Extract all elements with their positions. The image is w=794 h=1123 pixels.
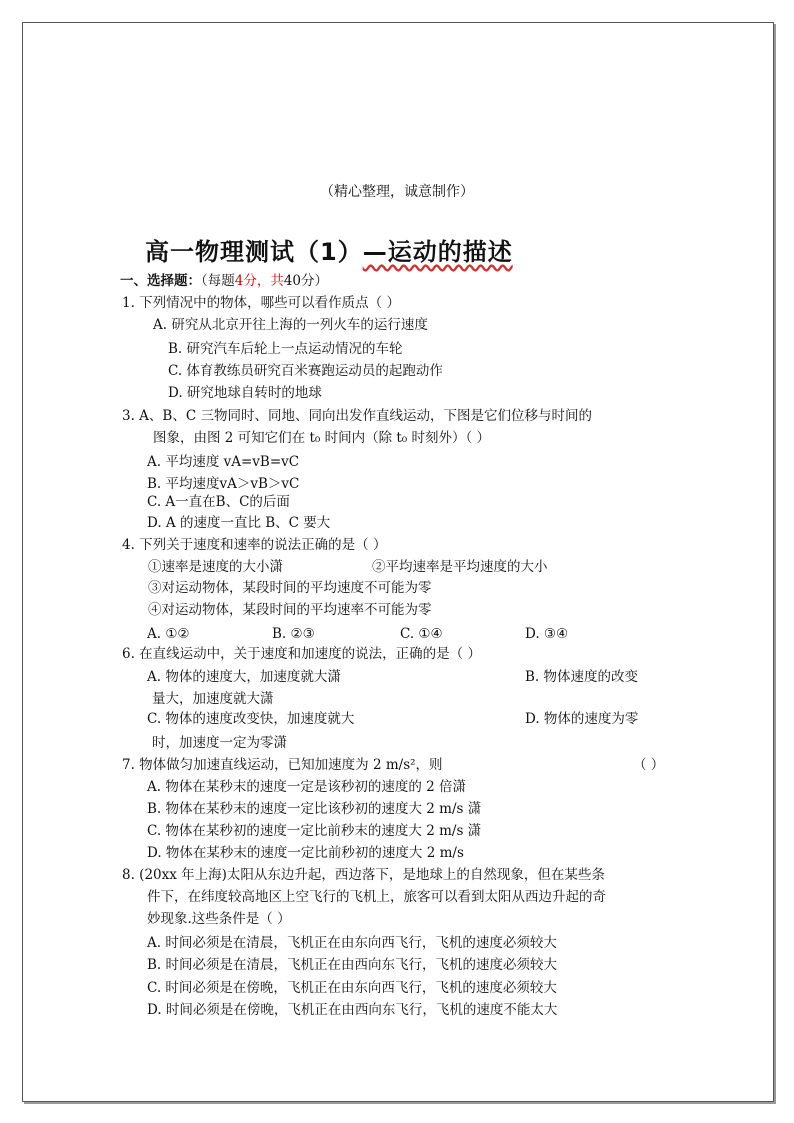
q4-stem: 4. 下列关于速度和速率的说法正确的是（ ）	[122, 537, 387, 553]
q8-option-c: C. 时间必须是在傍晚，飞机正在由东向西飞行，飞机的速度必须较大	[147, 980, 557, 996]
q8-stem-line2: 件下，在纬度较高地区上空飞行的飞机上，旅客可以看到太阳从西边升起的奇	[147, 889, 606, 905]
q1-option-b: B. 研究汽车后轮上一点运动情况的车轮	[168, 341, 403, 357]
q4-option-c: C. ①④	[400, 626, 443, 642]
section-label: 一、选择题：	[120, 273, 201, 289]
q1-option-c: C. 体育教练员研究百米赛跑运动员的起跑动作	[168, 363, 443, 379]
q7-answer-paren: （ ）	[633, 757, 665, 773]
section-heading	[120, 273, 328, 290]
subtitle: （精心整理，诚意制作）	[320, 184, 474, 200]
q7-option-a: A. 物体在某秒末的速度一定是该秒初的速度的 2 倍潇	[147, 779, 467, 795]
q6-option-b: B. 物体速度的改变	[525, 669, 639, 685]
q3-option-a: A. 平均速度 vA=vB=vC	[147, 454, 300, 470]
title-main: 高一物理测试（1）	[145, 238, 363, 266]
q8-stem-line3: 妙现象.这些条件是（ ）	[147, 911, 291, 927]
q7-option-c: C. 物体在某秒初的速度一定比前秒末的速度大 2 m/s 潇	[147, 823, 482, 839]
q7-option-b: B. 物体在某秒末的速度一定比该秒初的速度大 2 m/s 潇	[147, 801, 482, 817]
q7-option-d: D. 物体在某秒末的速度一定比前秒初的速度大 2 m/s	[147, 845, 464, 861]
q8-option-b: B. 时间必须是在清晨，飞机正在由西向东飞行，飞机的速度必须较大	[147, 957, 558, 973]
section-note-b: 4分，共	[234, 273, 284, 289]
q1-option-a: A. 研究从北京开往上海的一列火车的运行速度	[153, 317, 428, 333]
q4-statement-2: ②平均速率是平均速度的大小	[372, 559, 548, 575]
q4-option-a: A. ①②	[147, 626, 190, 642]
q4-option-d: D. ③④	[525, 626, 569, 642]
page-title	[145, 232, 513, 267]
section-note-a: （每题	[201, 273, 235, 289]
q3-option-d: D. A 的速度一直比 B、C 要大	[147, 515, 331, 531]
q6-option-d: D. 物体的速度为零	[525, 711, 639, 727]
q4-option-b: B. ②③	[272, 626, 315, 642]
q3-option-b: B. 平均速度vA＞vB＞vC	[147, 476, 300, 492]
q4-statement-4: ④对运动物体，某段时间的平均速率不可能为零	[148, 602, 432, 618]
q3-stem-line1: 3. A、B、C 三物同时、同地、同向出发作直线运动，下图是它们位移与时间的	[122, 408, 592, 424]
q3-option-c: C. A一直在B、C的后面	[147, 494, 290, 510]
q4-statement-3: ③对运动物体，某段时间的平均速度不可能为零	[148, 580, 432, 596]
q6-option-a: A. 物体的速度大，加速度就大潇	[147, 669, 341, 685]
q6-option-c: C. 物体的速度改变快，加速度就大	[147, 711, 355, 727]
q1-option-d: D. 研究地球自转时的地球	[168, 385, 322, 401]
section-note-c: 40分）	[283, 273, 329, 289]
q7-stem: 7. 物体做匀加速直线运动，已知加速度为 2 m/s²，则	[122, 757, 443, 773]
q6-option-b-cont: 量大，加速度就大潇	[152, 691, 274, 707]
q6-option-d-cont: 时，加速度一定为零潇	[152, 735, 287, 751]
q8-option-a: A. 时间必须是在清晨，飞机正在由东向西飞行，飞机的速度必须较大	[147, 935, 557, 951]
q8-stem-line1: 8. (20xx 年上海)太阳从东边升起，西边落下，是地球上的自然现象，但在某些条	[122, 867, 605, 883]
q8-option-d: D. 时间必须是在傍晚，飞机正在由西向东飞行，飞机的速度不能太大	[147, 1002, 558, 1018]
q3-stem-line2: 图象，由图 2 可知它们在 t₀ 时间内（除 t₀ 时刻外）（ ）	[153, 430, 491, 446]
q6-stem: 6. 在直线运动中，关于速度和加速度的说法，正确的是（ ）	[122, 646, 481, 662]
title-topic: —运动的描述	[362, 238, 513, 266]
q4-statement-1: ①速率是速度的大小潇	[148, 559, 283, 575]
q1-stem: 1. 下列情况中的物体，哪些可以看作质点（ ）	[122, 295, 400, 311]
